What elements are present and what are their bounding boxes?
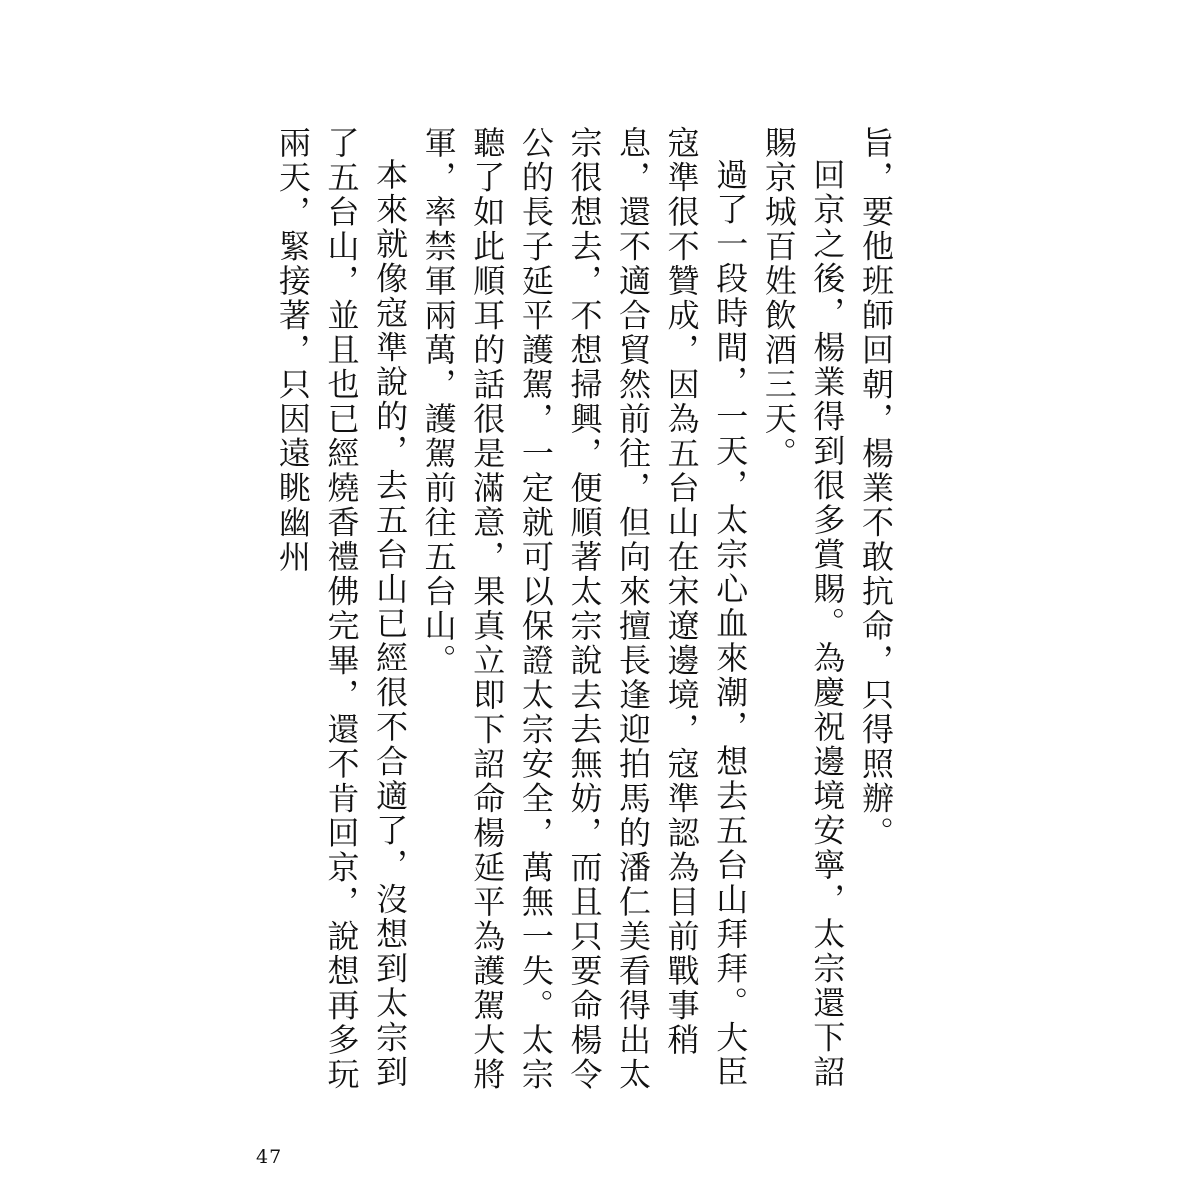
body-text <box>268 126 900 1106</box>
paragraph: 本來就像寇準說的，去五台山已經很不合適了，沒想到太宗到了五台山，並且也已經燒香禮佛完畢，還不肯回京，說想再多玩兩天，緊接著，只因遠眺幽州 <box>273 126 410 1092</box>
page-number: 47 <box>256 1146 283 1168</box>
paragraph: 回京之後，楊業得到很多賞賜。為慶祝邊境安寧，太宗還下詔賜京城百姓飲酒三天。 <box>759 126 847 1090</box>
paragraph: 旨，要他班師回朝，楊業不敢抗命，只得照辦。 <box>857 126 895 851</box>
paragraph: 過了一段時間，一天，太宗心血來潮，想去五台山拜拜。大臣寇準很不贊成，因為五台山在宋遼邊境，寇準認為目前戰事稍息，還不適合貿然前往，但向來擅長逢迎拍馬的潘仁美看得出太宗很想去，不想掃興，便順著太宗說去去無妨，而且只要命楊令公的長子延平護駕，一定就可以保證太宗安全，萬無一失。太宗聽了如此順耳的話很是滿意，果真立即下詔命楊延平為護駕大將軍，率禁軍兩萬，護駕前往五台山。 <box>419 126 750 1092</box>
